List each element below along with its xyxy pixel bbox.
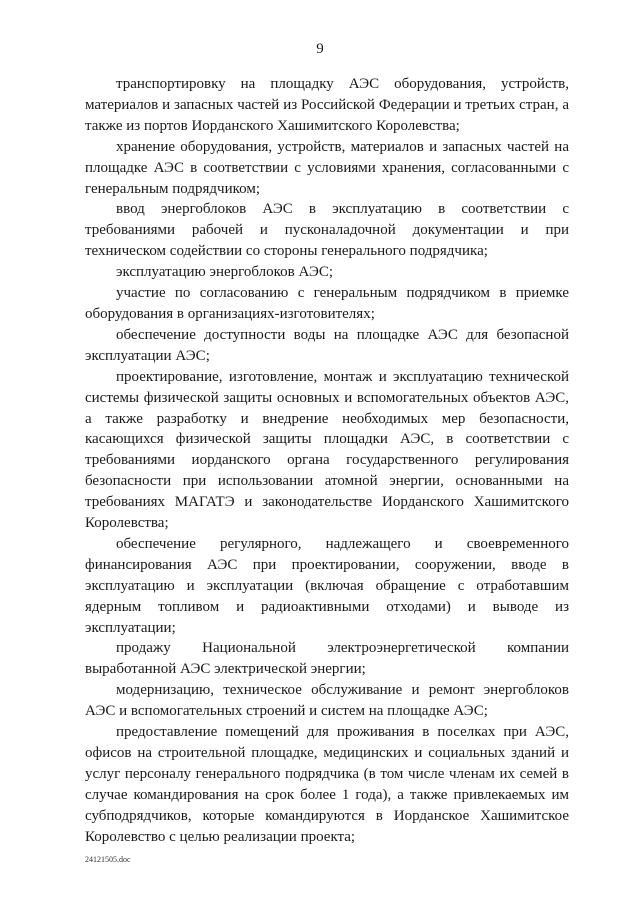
paragraph: транспортировку на площадку АЭС оборудования, устройств, материалов и запасных частей из Российской Федерации и третьих стран, а также из портов Иорданского Хашимитского Королевства; [85,76,569,134]
paragraph: участие по согласованию с генеральным подрядчиком в приемке оборудования в организациях-изготовителях; [85,285,569,322]
paragraph: модернизацию, техническое обслуживание и ремонт энергоблоков АЭС и вспомогательных строений и систем на площадке АЭС; [85,682,569,720]
paragraph: ввод энергоблоков АЭС в эксплуатацию в соответствии с требованиями рабочей и пусконаладочной документации и при техническом содействии со стороны генерального подрядчика; [85,201,569,260]
paragraph: проектирование, изготовление, монтаж и эксплуатацию технической системы физической защиты основных и вспомогательных объектов АЭС, а также разработку и внедрение необходимых мер безопасности, касающихся физической защиты площадки АЭС, в соответствии с требованиями иорданского органа государственного регулирования безопасности при использовании атомной энергии, основанными на требованиях МАГАТЭ и законодательстве Иорданского Хашимитского Королевства; [85,368,569,532]
paragraph: обеспечение доступности воды на площадке АЭС для безопасной эксплуатации АЭС; [85,326,569,364]
document-footer-code: 24121505.doc [85,855,131,864]
paragraph: эксплуатацию энергоблоков АЭС; [116,264,334,281]
document-body [85,74,569,848]
paragraph: хранение оборудования, устройств, материалов и запасных частей на площадке АЭС в соответствии с условиями хранения, согласованными с генеральным подрядчиком; [85,138,569,197]
paragraph: продажу Национальной электроэнергетической компании выработанной АЭС электрической энергии; [85,640,569,678]
paragraph: обеспечение регулярного, надлежащего и своевременного финансирования АЭС при проектировании, сооружении, вводе в эксплуатацию и эксплуатации (включая обращение с отработавшим ядерным топливом и радиоактивными отходами) и выводе из эксплуатации; [85,535,569,636]
page-number: 9 [316,41,324,57]
paragraph: предоставление помещений для проживания в поселках при АЭС, офисов на строительной площадке, медицинских и социальных зданий и услуг персоналу генерального подрядчика (в том числе членам их семей в случае командирования на срок более 1 года), а также привлекаемых им субподрядчиков, которые командируются в Иорданское Хашимитское Королевство с целью реализации проекта; [85,724,569,845]
